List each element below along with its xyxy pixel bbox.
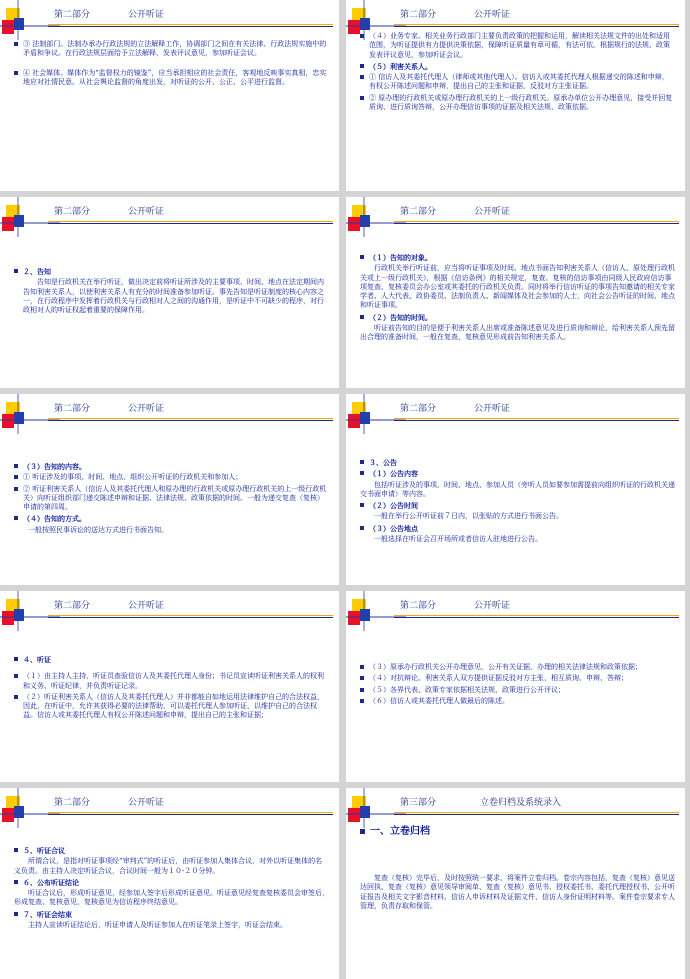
paragraph: 主持人宣读听证结论后，听证申请人及听证参加人在听证笔录上签字，听证会结束。 (28, 921, 287, 930)
paragraph: ② 原办理的行政机关或原办理行政机关的上一级行政机关。原承办单位公开办理意见，接受并回复质询、进行质询答辩，公开办理信访事项的证据及相关法规、政策依据。 (360, 94, 675, 113)
part-title: 公开听证 (128, 10, 165, 20)
slide-5 (0, 394, 339, 585)
paragraph: （２）公告时间 (360, 501, 675, 510)
part-label: 第二部分 (400, 601, 437, 611)
slide-header (394, 598, 679, 612)
paragraph: ２、告知 (14, 267, 329, 276)
slide-2 (346, 0, 685, 191)
slide-4 (346, 197, 685, 388)
paragraph: ５、听证合议 (14, 846, 329, 855)
paragraph: （１）公告内容 (360, 469, 675, 478)
paragraph: （６）信访人或其委托代理人做最后的陈述。 (360, 697, 675, 706)
slide-header (394, 401, 679, 415)
paragraph: （３）告知的内容。 (14, 462, 329, 471)
paragraph: ① 信访人及其委托代理人（律师或其他代理人）。信访人或其委托代理人根据递交的陈述和申辩，有权公开陈述问题和申辩，提出自己的主张和证据，反驳对方主张证据。 (360, 73, 675, 92)
paragraph: ４、听证 (14, 655, 329, 664)
slide-header (394, 7, 679, 21)
slide-header (48, 7, 333, 21)
slide-1 (0, 0, 339, 191)
paragraph: （４）业务专家。相关业务行政部门主要负责政策的把握和运用，解读相关法规文件的出处和适用范围，为听证提供有力提供决策依据，保障听证质量有章可循，有法可依。根据规行的法规、政策发表评议意见，参加听证会议。 (360, 32, 675, 60)
part-label: 第二部分 (54, 601, 91, 611)
paragraph: ① 听证涉及的事项、时间、地点、组织公开听证的行政机关和参加人； (14, 473, 329, 482)
part-label: 第二部分 (54, 207, 91, 217)
slide-header (48, 598, 333, 612)
paragraph: 包括听证涉及的事项、时间、地点、参加人员（旁听人员如要参加需提前向组织听证的行政机关递交书面申请）等内容。 (360, 480, 675, 498)
paragraph: （４）对抗辩论。利害关系人双方提供证据反驳对方主张，相互质询、申辩、答辩； (360, 674, 675, 683)
slide-9 (0, 788, 339, 979)
slide-header (48, 204, 333, 218)
paragraph: 一般在举行公开听证前７日内，以张贴的方式进行书面公告。 (374, 512, 563, 521)
paragraph: 听证前告知的目的是便于利害关系人出席或准备陈述意见及进行质询和辩论，给利害关系人预先留出合理的准备时间，一般在复查、复核意见形成前告知利害关系人。 (360, 324, 675, 342)
paragraph: ② 听证利害关系人（信访人及其委托代理人和原办理的行政机关或原办理行政机关的上一级行政机关）向听证组织部门递交陈述申辩和证据、法律法规、政策依据的时间。一般为递交复查（复核）申请的第四周。 (14, 485, 329, 513)
slide-header (48, 795, 333, 809)
paragraph: （５）利害关系人。 (360, 62, 675, 71)
part-label: 第二部分 (400, 207, 437, 217)
slide-7 (0, 591, 339, 782)
part-title: 公开听证 (474, 10, 511, 20)
paragraph: （１）由主持人主持，听证员查验信访人及其委托代理人身份；书记员宣读听证利害关系人的权利和义务、听证纪律，并负责听证记录。 (14, 672, 329, 691)
paragraph: 告知是行政机关在举行听证，做出决定前将听证所涉及的主要事项、时间、地点在法定期间内告知利害关系人，以使利害关系人有充分的时间准备参加听证。事先告知是听证制度的核心内容之一，在行政程序中发挥着行政机关与行政相对人之间的沟通作用，是听证中不可缺少的程序，对行政相对人的听证权起着重要的保障作用。 (23, 278, 324, 315)
slide-header (48, 401, 333, 415)
paragraph: （１）告知的对象。 (360, 253, 675, 262)
paragraph: （３）公告地点 (360, 524, 675, 533)
slide-10 (346, 788, 685, 979)
paragraph: （２）听证利害关系人（信访人及其委托代理人）并非都能自如地运用法律维护自己的合法权益，因此，在听证中，允许其获得必要的法律帮助，可以委托代理人参加听证，以维护自己的合法权益。信访人或其委托代理人有权公开陈述问题和申辩，提出自己的主张和证据； (14, 693, 329, 721)
part-title: 立卷归档及系统录入 (480, 798, 562, 808)
paragraph: （２）告知的时间。 (360, 313, 675, 322)
slide-header (394, 204, 679, 218)
part-label: 第二部分 (54, 404, 91, 414)
part-title: 公开听证 (128, 207, 165, 217)
part-title: 公开听证 (128, 404, 165, 414)
part-label: 第二部分 (400, 10, 437, 20)
paragraph: ③ 法制部门。法制办承办行政法规的立法解释工作，协调部门之间在有关法律、行政法规实施中的矛盾和争议。在行政法规层面给予立法解释，发表评议意见，参加听证会议。 (14, 40, 329, 59)
paragraph: 听证合议后，形成听证意见，经参加人签字后形成听证意见。听证意见经复查复核委员会审签后，形成复查、复核意见，复核意见为信访程序终结意见。 (14, 889, 329, 907)
paragraph: ６、公布听证结论 (14, 878, 329, 887)
slide-header (394, 795, 679, 809)
paragraph: 一般选择在听证会召开场所或者信访人驻地进行公告。 (374, 535, 542, 544)
part-label: 第二部分 (54, 10, 91, 20)
paragraph: 所谓合议，是指对听证事项经“审判式”的听证后，由听证参加人集体合议，对外以听证集体的名义负责。由主持人决定听证合议，合议时间一般为１０-２０分钟。 (14, 857, 323, 875)
part-title: 公开听证 (128, 601, 165, 611)
part-title: 公开听证 (474, 404, 511, 414)
paragraph: （３）原承办行政机关公开办理意见，公开有关证据，办理的相关法律法规和政策依据； (360, 663, 675, 672)
part-title: 公开听证 (474, 601, 511, 611)
part-title: 公开听证 (128, 798, 165, 808)
paragraph: ④ 社会媒体。媒体作为“监督权力的镜鉴”，应当承担相应的社会责任，客观地反映事实真相，忠实地应对社情民意。从社会舆论监督的角度出发，对听证的公开、公正、公平进行监督。 (14, 69, 329, 88)
slide-8 (346, 591, 685, 782)
slide-6 (346, 394, 685, 585)
part-title: 公开听证 (474, 207, 511, 217)
paragraph: （４）告知的方式。 (14, 514, 329, 523)
part-label: 第三部分 (400, 798, 437, 808)
paragraph: 复查（复核）完毕后，及时按照统一要求，将案件立卷归档。卷宗内容包括，复查（复核）意见送达回执、复查（复核）意见领导审阅单、复查（复核）意见书、授权委托书、委托代理授权书、公开听证报告及相关文字影音材料、信访人申诉材料及证据文件、信访人身份证明材料等。案件卷宗要求专人管理，负责存取和保管。 (360, 874, 675, 910)
paragraph: 一般按照民事诉讼的送达方式进行书面告知。 (28, 525, 168, 534)
paragraph: ７、听证会结束 (14, 910, 329, 919)
section-heading: 一、立卷归档 (360, 822, 430, 837)
paragraph: 行政机关举行听证前，应当将听证事项及时间、地点书面告知利害关系人（信访人、原处理行政机关或上一级行政机关），根据《信访条例》的相关规定，复查、复核的信访事项由同级人民政府信访事项复查、复核委员会办公室或其委托的行政机关负责。同时将举行信访听证的事项告知邀请的相关专家学者、人大代表、政协委员、法制负责人、新闻媒体及社会参加的人士，向社会公告听证的时间、地点和听证事项。 (360, 264, 675, 310)
paragraph: ３、公告 (360, 458, 675, 467)
part-label: 第二部分 (400, 404, 437, 414)
paragraph: （５）各界代表、政策专家依据相关法规、政策进行公开评议； (360, 686, 675, 695)
part-label: 第二部分 (54, 798, 91, 808)
slide-3 (0, 197, 339, 388)
